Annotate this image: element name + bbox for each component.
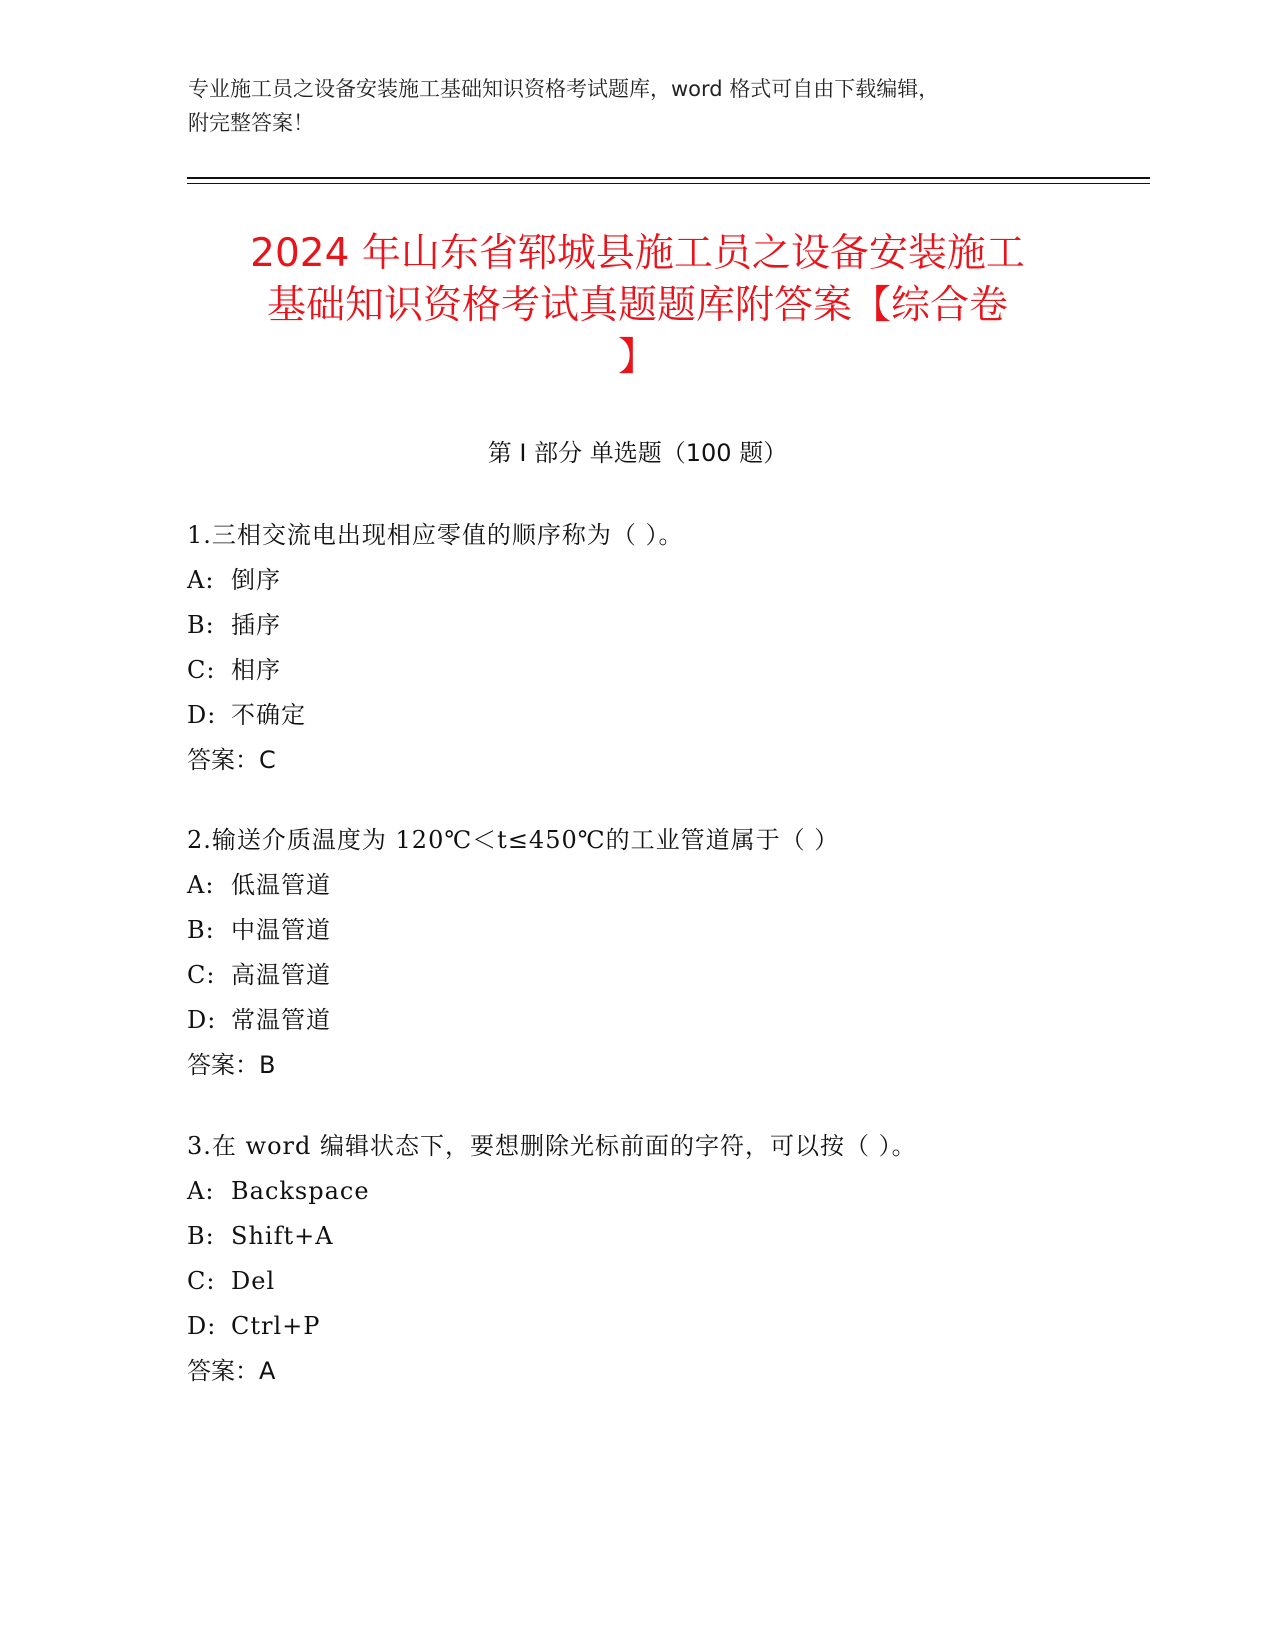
option-a	[187, 863, 1147, 908]
option-text: 倒序	[231, 566, 281, 594]
option-a	[187, 1169, 1147, 1214]
option-letter: D:	[187, 1006, 217, 1034]
option-letter: A:	[187, 871, 215, 899]
option-text: 高温管道	[231, 961, 331, 989]
option-b	[187, 1214, 1147, 1259]
option-letter: C:	[187, 656, 216, 684]
header-note	[188, 72, 1088, 140]
question-1	[187, 513, 1147, 783]
document-title	[150, 228, 1125, 384]
option-text: 相序	[231, 656, 281, 684]
option-text: Shift+A	[231, 1222, 334, 1250]
header-note-line-2: 附完整答案！	[188, 111, 314, 135]
option-text: 插序	[231, 611, 281, 639]
header-divider-thin	[187, 183, 1150, 184]
option-letter: D:	[187, 1312, 217, 1340]
option-letter: A:	[187, 1177, 215, 1205]
option-text: 不确定	[231, 701, 306, 729]
option-text: 低温管道	[231, 871, 331, 899]
option-letter: B:	[187, 1222, 215, 1250]
option-text: Backspace	[231, 1177, 370, 1205]
option-text: 常温管道	[231, 1006, 331, 1034]
question-stem: 1.三相交流电出现相应零值的顺序称为（ ）。	[187, 521, 684, 549]
option-c	[187, 648, 1147, 693]
option-letter: A:	[187, 566, 215, 594]
answer: 答案：A	[187, 1357, 276, 1385]
option-c	[187, 1259, 1147, 1304]
option-letter: C:	[187, 961, 216, 989]
question-2	[187, 818, 1147, 1088]
option-a	[187, 558, 1147, 603]
option-d	[187, 998, 1147, 1043]
document-title-line-3: 】	[617, 335, 657, 380]
option-text: Ctrl+P	[231, 1312, 321, 1340]
document-title-line-1: 2024 年山东省郓城县施工员之设备安装施工	[250, 231, 1025, 276]
option-letter: B:	[187, 611, 215, 639]
question-3	[187, 1124, 1147, 1394]
answer: 答案：C	[187, 746, 276, 774]
document-title-line-2: 基础知识资格考试真题题库附答案【综合卷	[266, 283, 1008, 328]
option-letter: B:	[187, 916, 215, 944]
option-letter: D:	[187, 701, 217, 729]
header-note-line-1: 专业施工员之设备安装施工基础知识资格考试题库，word 格式可自由下载编辑，	[188, 77, 940, 101]
answer: 答案：B	[187, 1051, 276, 1079]
option-text: 中温管道	[231, 916, 331, 944]
option-d	[187, 693, 1147, 738]
option-letter: C:	[187, 1267, 216, 1295]
section-title: 第 I 部分 单选题（100 题）	[487, 439, 788, 467]
question-stem: 2.输送介质温度为 120℃＜t≤450℃的工业管道属于（ ）	[187, 826, 840, 854]
question-stem: 3.在 word 编辑状态下，要想删除光标前面的字符，可以按（ ）。	[187, 1132, 917, 1160]
option-c	[187, 953, 1147, 998]
option-b	[187, 603, 1147, 648]
option-d	[187, 1304, 1147, 1349]
option-b	[187, 908, 1147, 953]
header-divider-thick	[187, 177, 1150, 179]
option-text: Del	[231, 1267, 276, 1295]
